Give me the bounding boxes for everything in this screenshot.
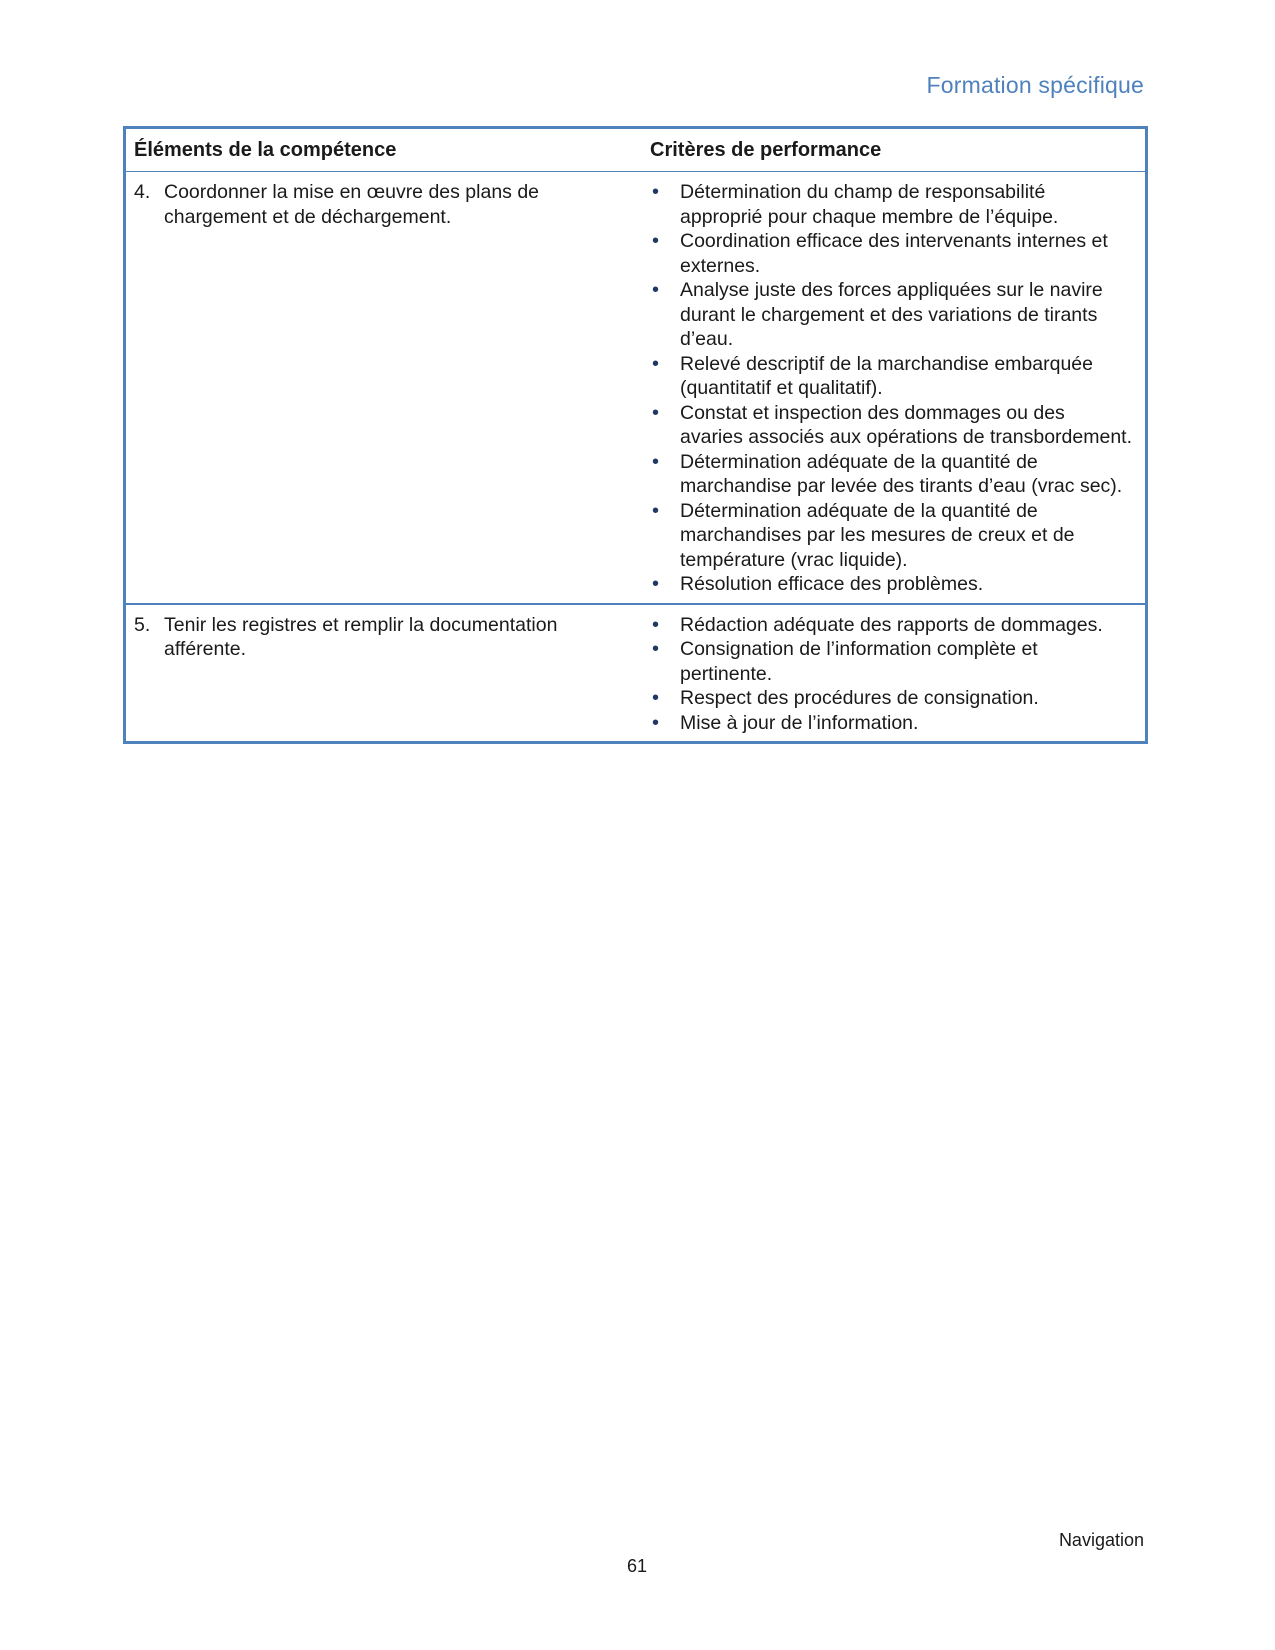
bullet-icon: • bbox=[652, 352, 660, 375]
element-number: 5. bbox=[134, 613, 151, 636]
table-header-row bbox=[125, 128, 1147, 172]
criteria-text: Mise à jour de l’information. bbox=[680, 711, 919, 734]
criteria-text: Résolution efficace des problèmes. bbox=[680, 573, 984, 595]
criteria-list bbox=[650, 613, 1137, 736]
bullet-icon: • bbox=[652, 499, 660, 522]
criteria-item bbox=[650, 352, 1137, 401]
criteria-item bbox=[650, 686, 1137, 711]
criteria-item bbox=[650, 180, 1137, 229]
criteria-item bbox=[650, 401, 1137, 450]
criteria-text: Consignation de l’information complète et pertinente. bbox=[680, 638, 1038, 685]
page-header-title: Formation spécifique bbox=[926, 72, 1144, 98]
bullet-icon: • bbox=[652, 181, 660, 203]
bullet-icon: • bbox=[652, 450, 660, 473]
criteria-cell bbox=[642, 172, 1147, 604]
footer-label: Navigation bbox=[1058, 1530, 1144, 1550]
criteria-item bbox=[650, 637, 1137, 686]
criteria-item bbox=[650, 450, 1137, 499]
element-label: Coordonner la mise en œuvre des plans de chargement et de déchargement. bbox=[164, 181, 540, 228]
criteria-list bbox=[650, 180, 1137, 597]
criteria-item bbox=[650, 278, 1137, 352]
element-label: Tenir les registres et remplir la documentation afférente. bbox=[164, 613, 558, 660]
bullet-icon: • bbox=[652, 638, 660, 660]
criteria-item bbox=[650, 229, 1137, 278]
criteria-text: Respect des procédures de consignation. bbox=[680, 687, 1039, 709]
column-header-criteria: Critères de performance bbox=[642, 128, 1147, 172]
bullet-icon: • bbox=[652, 401, 660, 424]
criteria-item bbox=[650, 499, 1137, 573]
bullet-icon: • bbox=[652, 687, 660, 709]
criteria-item bbox=[650, 711, 1137, 736]
element-cell bbox=[125, 172, 643, 604]
element-cell bbox=[125, 604, 643, 743]
bullet-icon: • bbox=[652, 573, 660, 595]
criteria-text: Analyse juste des forces appliquées sur le navire durant le chargement et des variations de tirants d’eau. bbox=[680, 279, 1103, 350]
criteria-item bbox=[650, 613, 1137, 638]
criteria-text: Relevé descriptif de la marchandise embarquée (quantitatif et qualitatif). bbox=[680, 352, 1093, 399]
element-description bbox=[134, 180, 634, 229]
criteria-cell bbox=[642, 604, 1147, 743]
column-header-elements: Éléments de la compétence bbox=[125, 128, 643, 172]
bullet-icon: • bbox=[652, 613, 660, 636]
competence-table bbox=[123, 126, 1148, 744]
element-description bbox=[134, 613, 634, 662]
bullet-icon: • bbox=[652, 279, 660, 301]
table-row bbox=[125, 172, 1147, 604]
criteria-text: Constat et inspection des dommages ou des avaries associés aux opérations de transbordement. bbox=[680, 401, 1133, 448]
criteria-item bbox=[650, 572, 1137, 597]
criteria-text: Rédaction adéquate des rapports de dommages. bbox=[680, 613, 1103, 636]
element-number: 4. bbox=[134, 181, 151, 203]
criteria-text: Détermination adéquate de la quantité de marchandise par levée des tirants d’eau (vrac sec). bbox=[680, 450, 1123, 497]
page-number: 61 bbox=[627, 1556, 648, 1576]
criteria-text: Détermination du champ de responsabilité approprié pour chaque membre de l’équipe. bbox=[680, 181, 1059, 228]
criteria-text: Coordination efficace des intervenants internes et externes. bbox=[680, 230, 1108, 277]
bullet-icon: • bbox=[652, 711, 660, 734]
table-row bbox=[125, 604, 1147, 743]
bullet-icon: • bbox=[652, 230, 660, 252]
criteria-text: Détermination adéquate de la quantité de marchandises par les mesures de creux et de température (vrac liquide). bbox=[680, 499, 1075, 571]
